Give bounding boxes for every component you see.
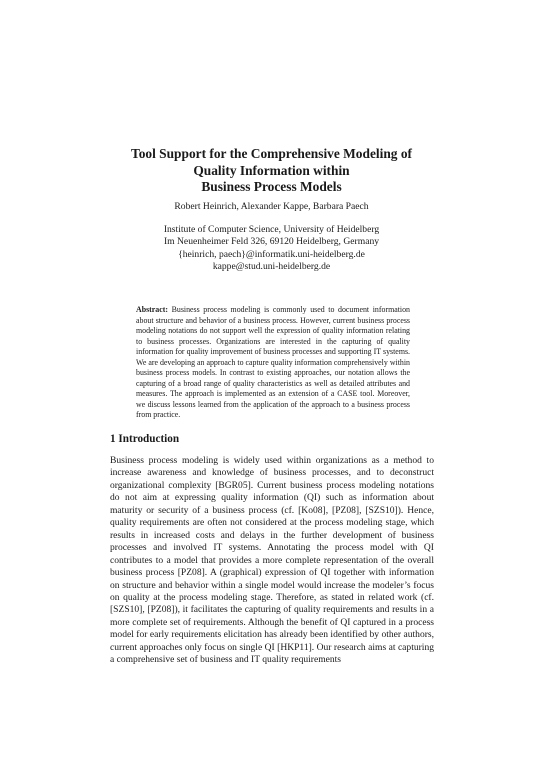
- section-heading-introduction: 1 Introduction: [110, 433, 180, 445]
- title-line-2: Quality Information within: [193, 162, 350, 178]
- abstract-text: Business process modeling is commonly used to document information about structure and behavior of a business process. However, current business process modeling notations do not support well the expression of quality information relating to business processes. Organizations are interested in the capturing of quality information for quality improvement of business processes and supporting IT systems. We are developing an approach to capture quality information comprehensively within business process models. In contrast to existing approaches, our notation allows the capturing of a broad range of quality characteristics as well as detailed attributes and measures. The approach is implemented as an extension of a CASE tool. Moreover, we discuss lessons learned from the application of the approach to a business process from practice.: [136, 305, 410, 420]
- abstract-label: Abstract:: [136, 305, 168, 314]
- affiliation-institute: Institute of Computer Science, University of Heidelberg: [163, 224, 380, 235]
- abstract: [136, 305, 410, 421]
- affiliation-block: [60, 224, 483, 274]
- affiliation-email-2: kappe@stud.uni-heidelberg.de: [212, 261, 331, 273]
- affiliation-address: Im Neuenheimer Feld 326, 69120 Heidelberg, Germany: [163, 236, 380, 248]
- title-line-1: Tool Support for the Comprehensive Modeling of: [131, 146, 412, 161]
- paper-title: [60, 146, 483, 196]
- author-list: Robert Heinrich, Alexander Kappe, Barbara Paech: [174, 201, 369, 212]
- affiliation-email-1: {heinrich, paech}@informatik.uni-heidelberg.de: [178, 248, 365, 260]
- title-line-3: Business Process Models: [201, 179, 342, 194]
- introduction-paragraph: Business process modeling is widely used within organizations as a method to increase awareness and knowledge of business processes, and to deconstruct organizational complexity [BGR05]. Current business process modeling notations do not aim at expressing quality information (QI) such as information about maturity or security of a business process (cf. [Ko08], [PZ08], [SZS10]). Hence, quality requirements are often not considered at the process modeling stage, which results in increased costs and delays in the further development of business processes and involved IT systems. Annotating the process model with QI contributes to a model that provides a more complete representation of the overall business process [PZ08]. A (graphical) expression of QI together with information on structure and behavior within a single model would increase the modeler’s focus on quality at the process modeling stage. Therefore, as stated in related work (cf. [SZS10], [PZ08]), it facilitates the capturing of quality requirements and results in a more complete set of requirements. Although the benefit of QI captured in a process model for early requirements elicitation has already been identified by other authors, current approaches only focus on single QI [HKP11]. Our research aims at capturing a comprehensive set of business and IT quality requirements: [110, 455, 434, 666]
